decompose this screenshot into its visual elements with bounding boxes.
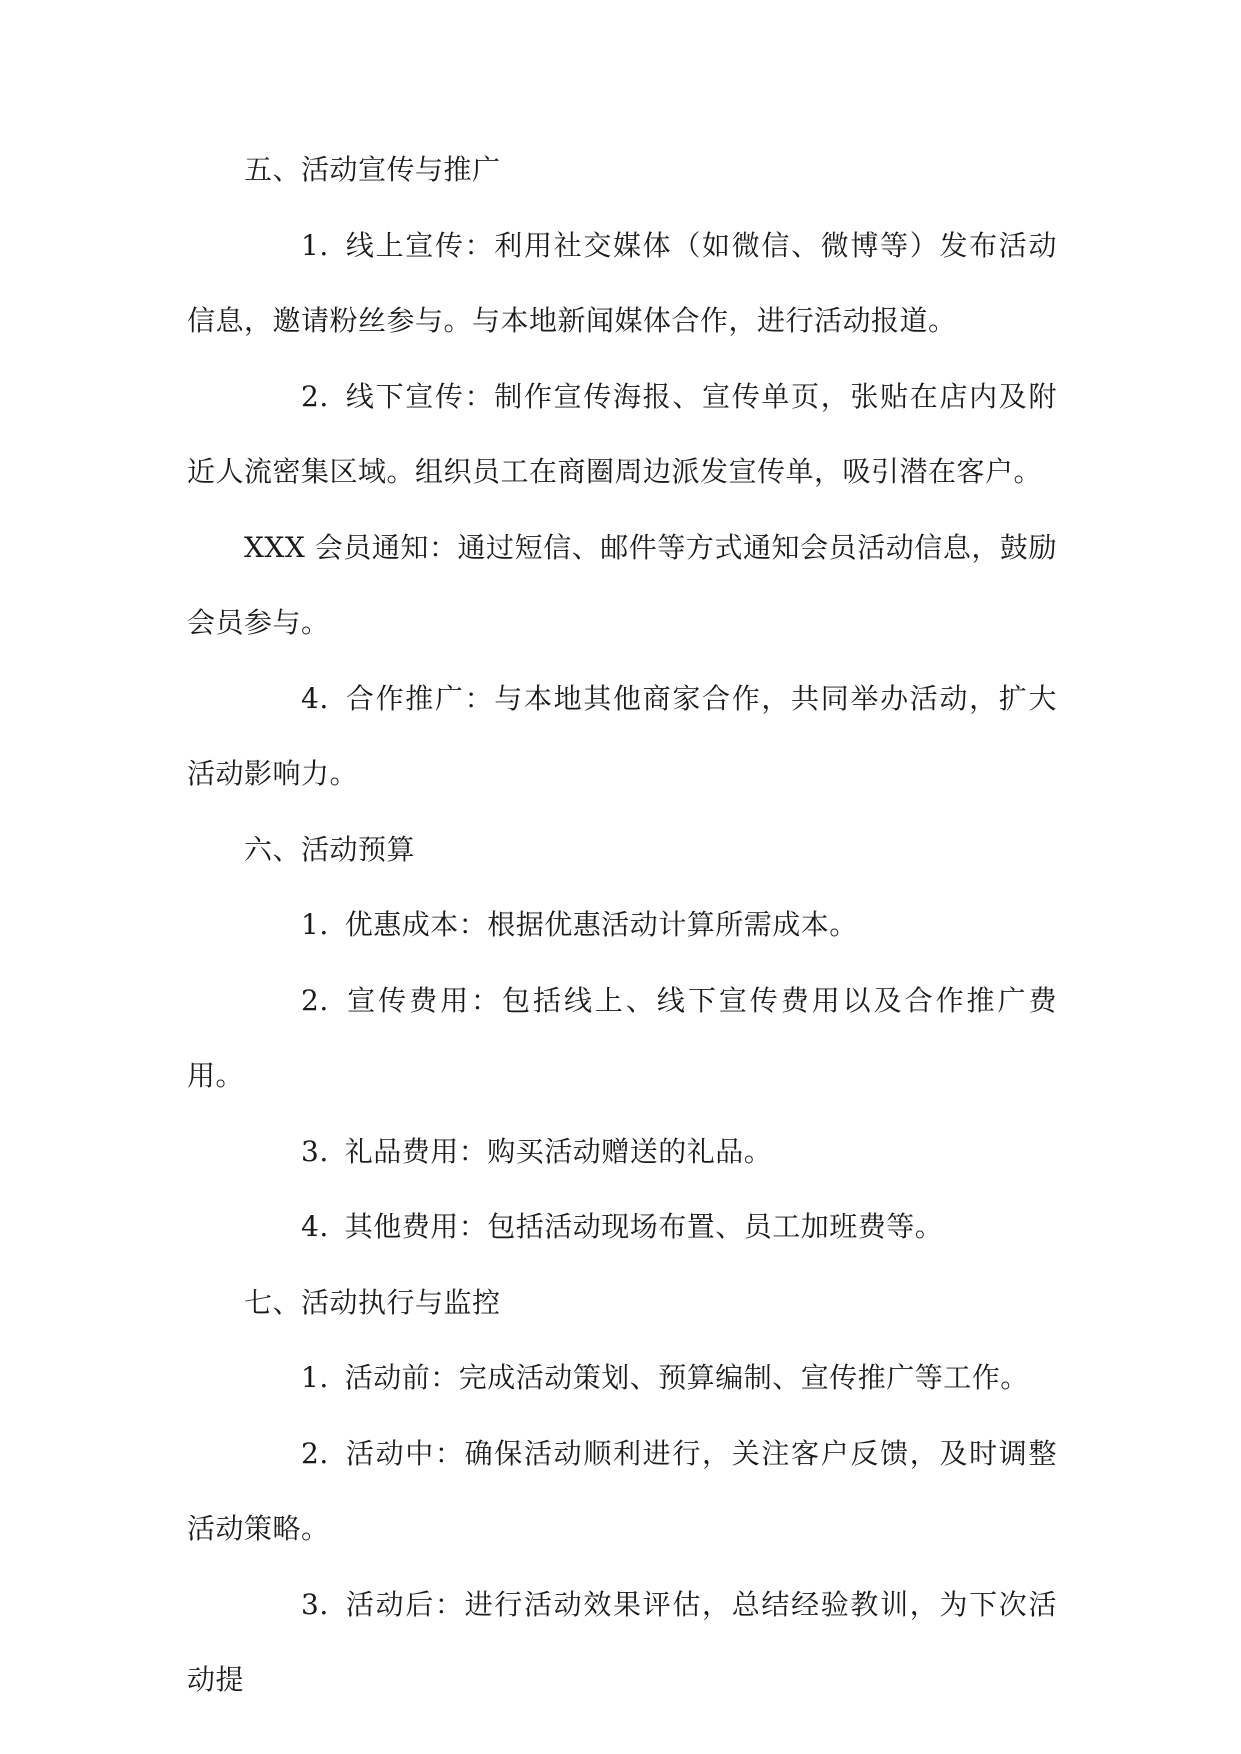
section-heading: 五、活动宣传与推广 [244, 153, 501, 186]
list-item [187, 359, 1057, 510]
item-text: 合作推广：与本地其他商家合作，共同举办活动，扩大活动影响力。 [187, 681, 1057, 790]
list-item [187, 1416, 1057, 1567]
item-text: 活动后：进行活动效果评估，总结经验教训，为下次活动提 [187, 1587, 1057, 1696]
document-body [187, 132, 1057, 1718]
list-item [187, 887, 1057, 963]
item-text: 宣传费用：包括线上、线下宣传费用以及合作推广费用。 [187, 983, 1057, 1092]
item-text: 其他费用：包括活动现场布置、员工加班费等。 [344, 1210, 944, 1243]
item-number: 2. [301, 1436, 329, 1470]
list-item [187, 661, 1057, 812]
list-item [187, 1567, 1057, 1718]
list-item [187, 1189, 1057, 1265]
item-number: 3. [301, 1134, 329, 1168]
item-number: 4. [301, 1210, 329, 1243]
item-text: 优惠成本：根据优惠活动计算所需成本。 [344, 908, 858, 941]
item-number: 2. [301, 983, 329, 1017]
list-item [187, 1340, 1057, 1416]
section-heading: 六、活动预算 [244, 832, 416, 866]
item-text: 礼品费用：购买活动赠送的礼品。 [344, 1134, 773, 1168]
item-text: 线上宣传：利用社交媒体（如微信、微博等）发布活动信息，邀请粉丝参与。与本地新闻媒体合作，进行活动报道。 [187, 228, 1057, 337]
list-item [187, 963, 1057, 1114]
item-text: 活动中：确保活动顺利进行，关注客户反馈，及时调整活动策略。 [187, 1436, 1057, 1545]
item-text: XXX 会员通知：通过短信、邮件等方式通知会员活动信息，鼓励会员参与。 [187, 530, 1057, 639]
list-item [187, 1114, 1057, 1190]
item-number: 2. [301, 379, 329, 413]
section-heading: 七、活动执行与监控 [244, 1285, 501, 1319]
item-number: 1. [301, 1361, 329, 1394]
item-number: 1. [301, 908, 329, 941]
list-item [187, 208, 1057, 359]
item-text: 线下宣传：制作宣传海报、宣传单页，张贴在店内及附近人流密集区域。组织员工在商圈周边派发宣传单，吸引潜在客户。 [187, 379, 1057, 488]
item-number: 1. [301, 228, 329, 262]
item-number: 3. [301, 1587, 329, 1621]
item-number: 4. [301, 681, 329, 715]
list-item [187, 510, 1057, 661]
item-text: 活动前：完成活动策划、预算编制、宣传推广等工作。 [344, 1361, 1029, 1394]
